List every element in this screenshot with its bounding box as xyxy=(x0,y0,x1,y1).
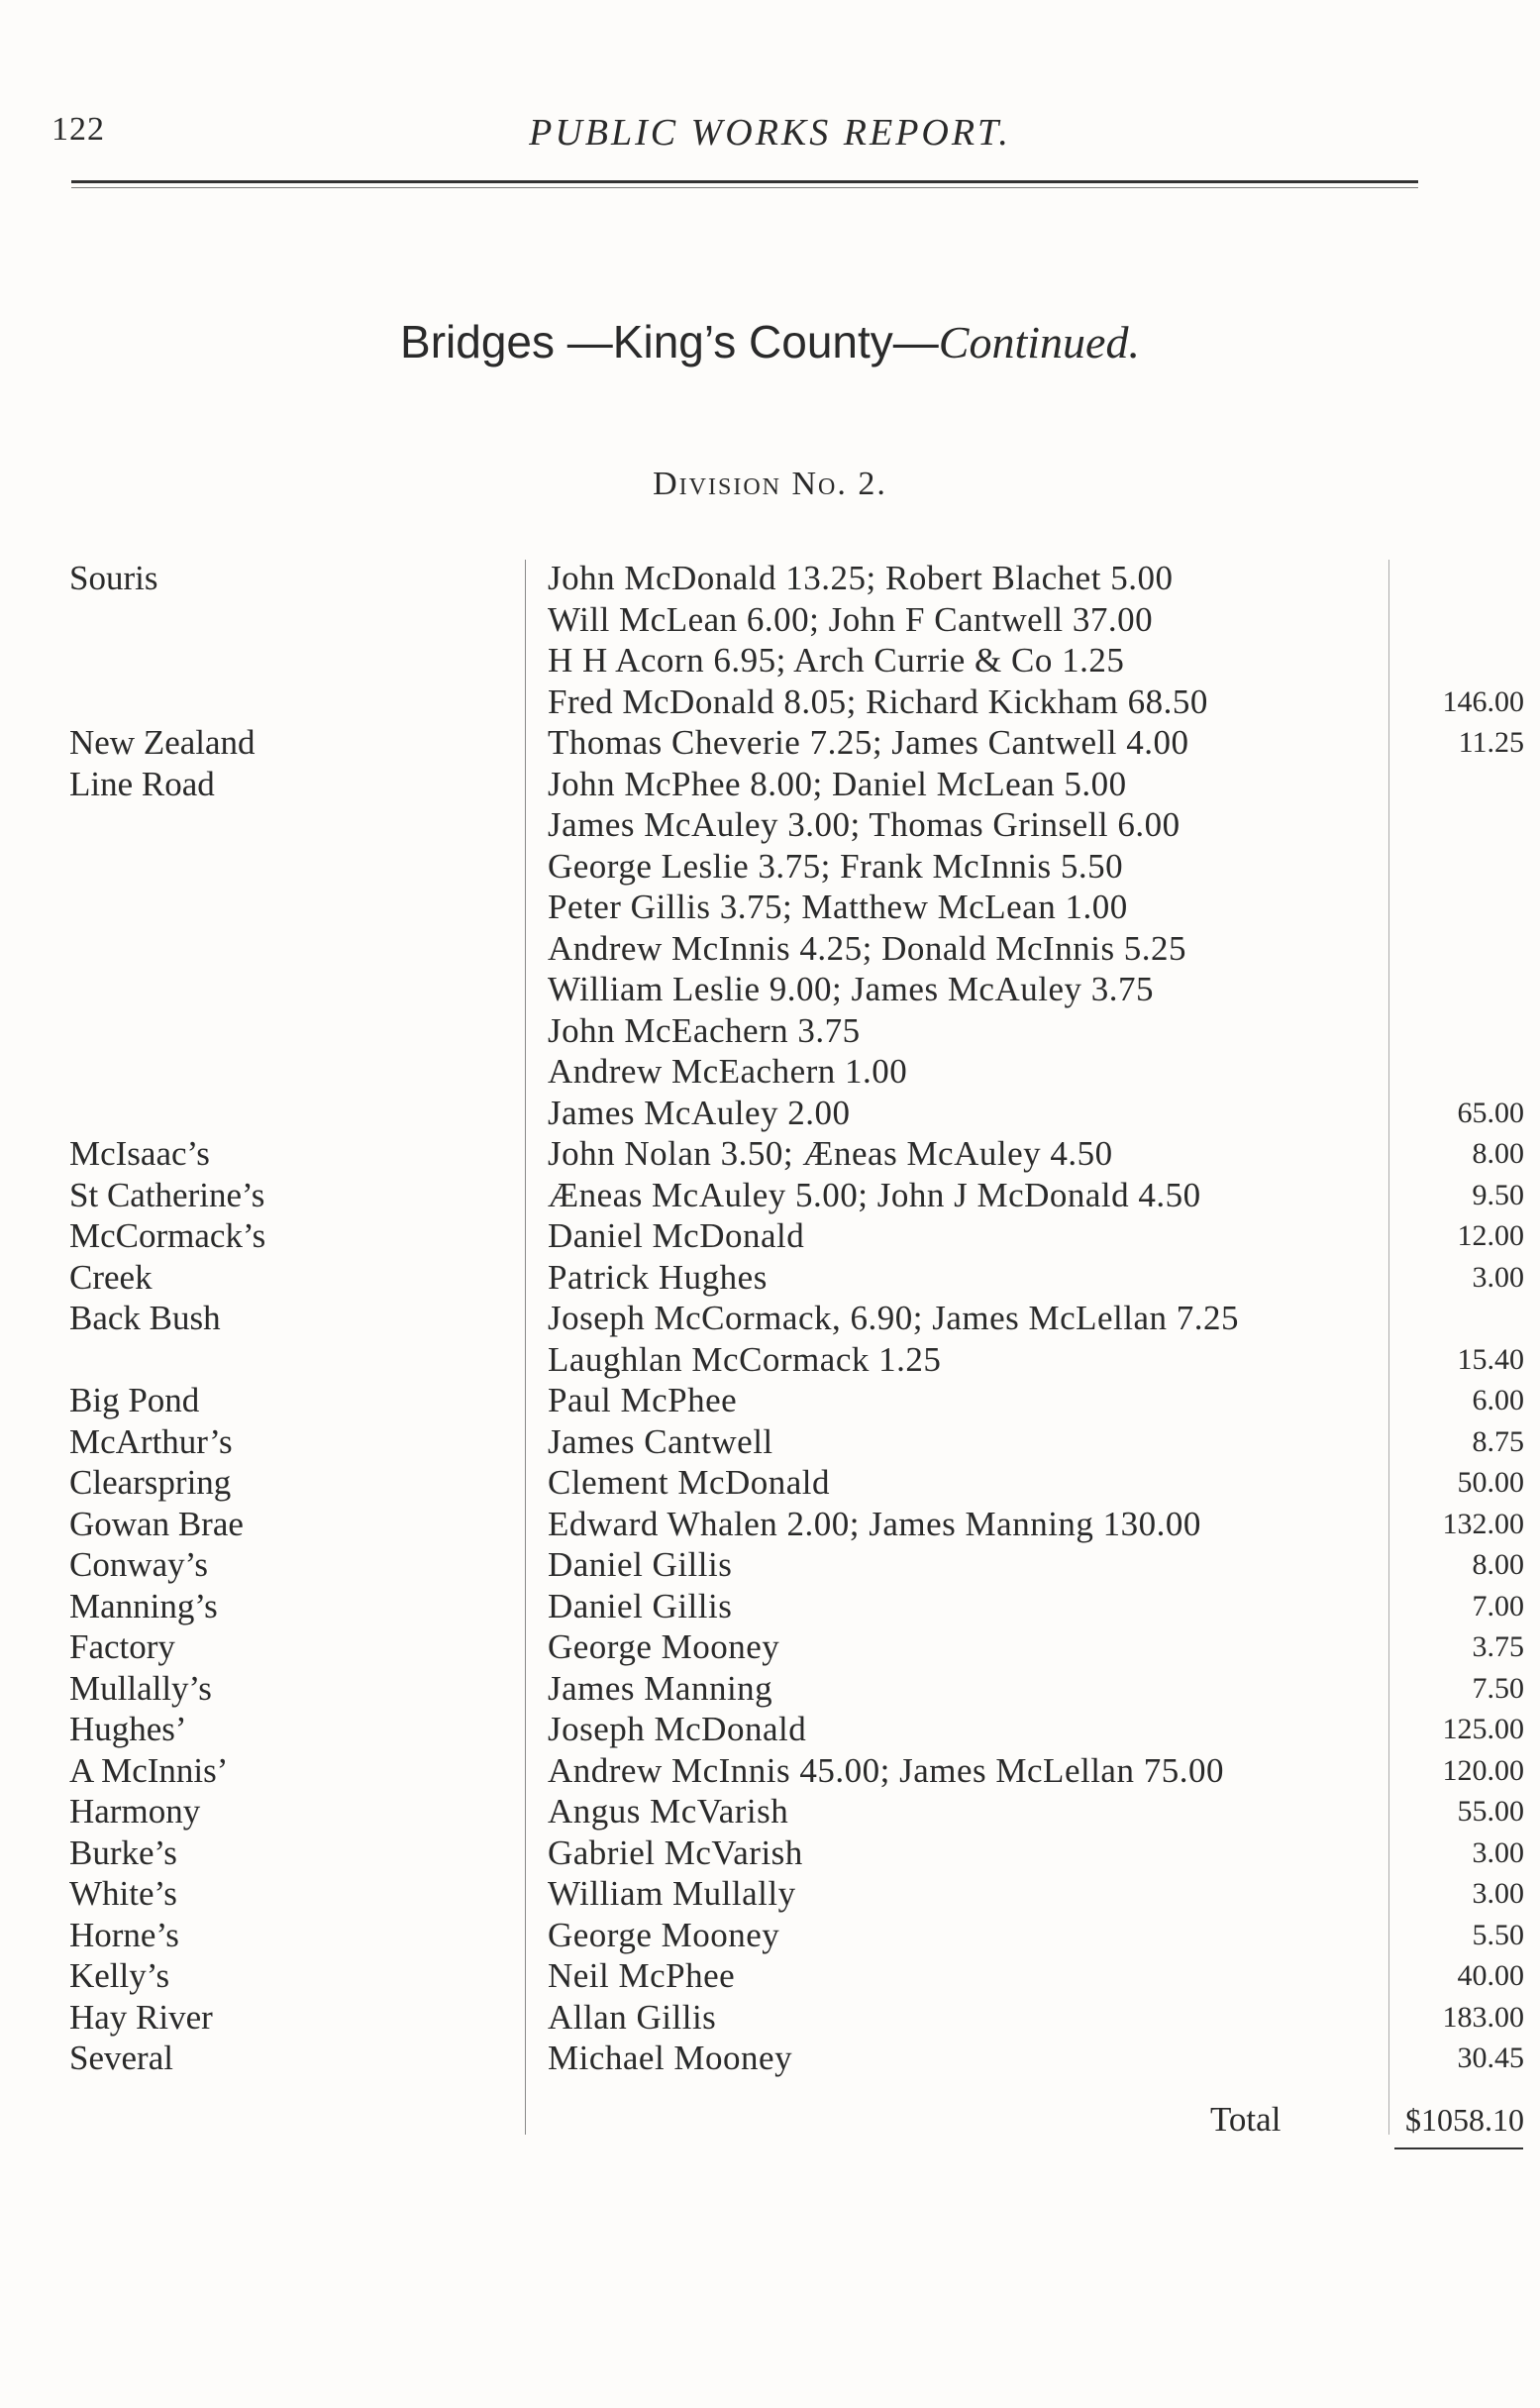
payee-entry-cell: James McAuley 2.00 xyxy=(548,1093,851,1132)
table-row xyxy=(0,1997,1540,2039)
payee-entry-cell: Andrew McInnis 45.00; James McLellan 75.00 xyxy=(548,1750,1224,1790)
table-row xyxy=(0,1257,1540,1299)
payee-entry-cell: John McEachern 3.75 xyxy=(548,1010,861,1050)
total-value: $1058.10 xyxy=(1405,2102,1524,2138)
payee-entry-cell: James Manning xyxy=(548,1668,773,1708)
page-number: 122 xyxy=(51,111,105,148)
payee-entry-cell: Allan Gillis xyxy=(548,1997,717,2037)
table-row xyxy=(0,1626,1540,1668)
amount-cell: 3.00 xyxy=(1472,1835,1524,1869)
payee-entry-cell: Paul McPhee xyxy=(548,1381,738,1419)
location-cell: Several xyxy=(69,2039,173,2077)
header-rule xyxy=(71,180,1418,183)
payee-entry-cell: Joseph McCormack, 6.90; James McLellan 7.25 xyxy=(548,1299,1240,1337)
payee-entry-cell: Clement McDonald xyxy=(548,1463,831,1502)
location-cell: Factory xyxy=(69,1627,175,1666)
amount-cell: 40.00 xyxy=(1457,1959,1524,1992)
location-cell: Hughes’ xyxy=(69,1710,187,1748)
payee-entry-cell: Thomas Cheverie 7.25; James Cantwell 4.00 xyxy=(548,723,1189,762)
payee-entry-cell: James Cantwell xyxy=(548,1421,773,1461)
location-cell: Big Pond xyxy=(69,1381,200,1419)
amount-cell: 30.45 xyxy=(1457,2042,1524,2074)
table-row xyxy=(0,1750,1540,1792)
amount-cell: 7.00 xyxy=(1472,1589,1524,1623)
amount-cell: 15.40 xyxy=(1457,1342,1524,1376)
amount-cell: 11.25 xyxy=(1458,726,1524,759)
table-row xyxy=(0,1709,1540,1750)
location-cell: A McInnis’ xyxy=(69,1750,229,1790)
payee-entry-cell: Daniel McDonald xyxy=(548,1216,805,1255)
table-row xyxy=(0,640,1540,681)
location-cell: Line Road xyxy=(69,764,215,803)
table-row xyxy=(0,1133,1540,1175)
location-cell: Souris xyxy=(69,559,158,597)
amount-cell: 8.00 xyxy=(1472,1137,1524,1170)
payee-entry-cell: Andrew McEachern 1.00 xyxy=(548,1052,908,1091)
running-title: PUBLIC WORKS REPORT. xyxy=(529,112,1011,154)
amount-cell: 3.00 xyxy=(1472,1877,1524,1910)
payee-entry-cell: Michael Mooney xyxy=(548,2039,793,2077)
table-row xyxy=(0,558,1540,599)
payee-entry-cell: Daniel Gillis xyxy=(548,1586,733,1625)
payee-entry-cell: John McDonald 13.25; Robert Blachet 5.00 xyxy=(548,559,1174,597)
location-cell: Horne’s xyxy=(69,1915,179,1954)
table-row xyxy=(0,1915,1540,1956)
payee-entry-cell: George Mooney xyxy=(548,1627,780,1666)
payee-entry-cell: Gabriel McVarish xyxy=(548,1832,803,1872)
amount-cell: 146.00 xyxy=(1442,684,1524,718)
section-title-main: Bridges —King’s County— xyxy=(400,316,939,367)
table-row xyxy=(0,764,1540,805)
location-cell: Hay River xyxy=(69,1997,213,2037)
table-row xyxy=(0,1380,1540,1421)
payee-entry-cell: Æneas McAuley 5.00; John J McDonald 4.50 xyxy=(548,1175,1201,1214)
payee-entry-cell: John Nolan 3.50; Æneas McAuley 4.50 xyxy=(548,1134,1113,1173)
table-row xyxy=(0,1462,1540,1504)
amount-cell: 12.00 xyxy=(1457,1219,1524,1252)
table-row xyxy=(0,2038,1540,2079)
amount-cell: 183.00 xyxy=(1442,2000,1524,2034)
amount-cell: 6.00 xyxy=(1472,1384,1524,1416)
location-cell: McCormack’s xyxy=(69,1216,266,1255)
amount-cell: 3.75 xyxy=(1472,1630,1524,1663)
table-row xyxy=(0,1298,1540,1339)
payee-entry-cell: Andrew McInnis 4.25; Donald McInnis 5.25 xyxy=(548,928,1187,968)
table-row xyxy=(0,681,1540,723)
total-label: Total xyxy=(1210,2100,1282,2139)
location-cell: Conway’s xyxy=(69,1545,208,1584)
payee-entry-cell: Neil McPhee xyxy=(548,1956,736,1995)
amount-cell: 65.00 xyxy=(1457,1096,1524,1129)
division-heading: Division No. 2. xyxy=(653,466,887,502)
amount-cell: 125.00 xyxy=(1442,1713,1524,1745)
table-row xyxy=(0,1791,1540,1832)
payee-entry-cell: George Leslie 3.75; Frank McInnis 5.50 xyxy=(548,846,1124,886)
payee-entry-cell: Laughlan McCormack 1.25 xyxy=(548,1339,942,1379)
table-row xyxy=(0,969,1540,1010)
amount-cell: 120.00 xyxy=(1442,1753,1524,1787)
location-cell: Harmony xyxy=(69,1792,201,1831)
payee-entry-cell: William Mullally xyxy=(548,1874,796,1913)
location-cell: McArthur’s xyxy=(69,1421,233,1461)
payee-entry-cell: Daniel Gillis xyxy=(548,1545,733,1584)
total-underline xyxy=(1394,2147,1523,2149)
table-row xyxy=(0,1051,1540,1093)
payee-entry-cell: George Mooney xyxy=(548,1915,780,1954)
amount-cell: 9.50 xyxy=(1472,1178,1524,1211)
amount-cell: 8.75 xyxy=(1472,1424,1524,1458)
total-row xyxy=(0,2098,1540,2142)
amount-cell: 5.50 xyxy=(1472,1918,1524,1951)
location-cell: Manning’s xyxy=(69,1586,218,1625)
header-rule-thin xyxy=(71,187,1418,188)
payee-entry-cell: Peter Gillis 3.75; Matthew McLean 1.00 xyxy=(548,888,1128,926)
table-row xyxy=(0,1832,1540,1874)
location-cell: Burke’s xyxy=(69,1832,177,1872)
payee-entry-cell: William Leslie 9.00; James McAuley 3.75 xyxy=(548,970,1155,1008)
amount-cell: 8.00 xyxy=(1472,1548,1524,1581)
table-row xyxy=(0,1093,1540,1134)
location-cell: Creek xyxy=(69,1257,153,1297)
table-row xyxy=(0,1504,1540,1545)
amount-cell: 55.00 xyxy=(1457,1795,1524,1828)
table-row xyxy=(0,887,1540,928)
location-cell: Clearspring xyxy=(69,1463,232,1502)
table-row xyxy=(0,1873,1540,1915)
amount-cell: 132.00 xyxy=(1442,1507,1524,1540)
amount-cell: 7.50 xyxy=(1472,1671,1524,1705)
payee-entry-cell: John McPhee 8.00; Daniel McLean 5.00 xyxy=(548,764,1127,803)
location-cell: New Zealand xyxy=(69,723,256,762)
table-row xyxy=(0,1668,1540,1710)
table-row xyxy=(0,1544,1540,1586)
table-row xyxy=(0,1421,1540,1463)
table-row xyxy=(0,1586,1540,1627)
table-row xyxy=(0,928,1540,970)
location-cell: St Catherine’s xyxy=(69,1175,265,1214)
payee-entry-cell: Edward Whalen 2.00; James Manning 130.00 xyxy=(548,1504,1201,1543)
table-row xyxy=(0,1010,1540,1052)
payee-entry-cell: James McAuley 3.00; Thomas Grinsell 6.00 xyxy=(548,805,1181,844)
table-row xyxy=(0,804,1540,846)
location-cell: Kelly’s xyxy=(69,1956,170,1995)
amount-cell: 3.00 xyxy=(1472,1260,1524,1294)
table-row xyxy=(0,1175,1540,1216)
location-cell: Back Bush xyxy=(69,1299,221,1337)
location-cell: McIsaac’s xyxy=(69,1134,210,1173)
expenditure-table xyxy=(0,558,1540,2079)
location-cell: Gowan Brae xyxy=(69,1504,244,1543)
payee-entry-cell: H H Acorn 6.95; Arch Currie & Co 1.25 xyxy=(548,641,1125,680)
payee-entry-cell: Angus McVarish xyxy=(548,1792,789,1831)
table-row xyxy=(0,599,1540,641)
payee-entry-cell: Will McLean 6.00; John F Cantwell 37.00 xyxy=(548,599,1154,639)
location-cell: White’s xyxy=(69,1874,177,1913)
table-row xyxy=(0,722,1540,764)
payee-entry-cell: Joseph McDonald xyxy=(548,1710,807,1748)
amount-cell: 50.00 xyxy=(1457,1466,1524,1499)
table-row xyxy=(0,1339,1540,1381)
table-row xyxy=(0,1955,1540,1997)
payee-entry-cell: Fred McDonald 8.05; Richard Kickham 68.50 xyxy=(548,681,1208,721)
table-row xyxy=(0,846,1540,888)
location-cell: Mullally’s xyxy=(69,1668,212,1708)
payee-entry-cell: Patrick Hughes xyxy=(548,1257,768,1297)
section-title xyxy=(0,315,1540,368)
section-title-continued: Continued. xyxy=(938,317,1140,367)
table-row xyxy=(0,1215,1540,1257)
